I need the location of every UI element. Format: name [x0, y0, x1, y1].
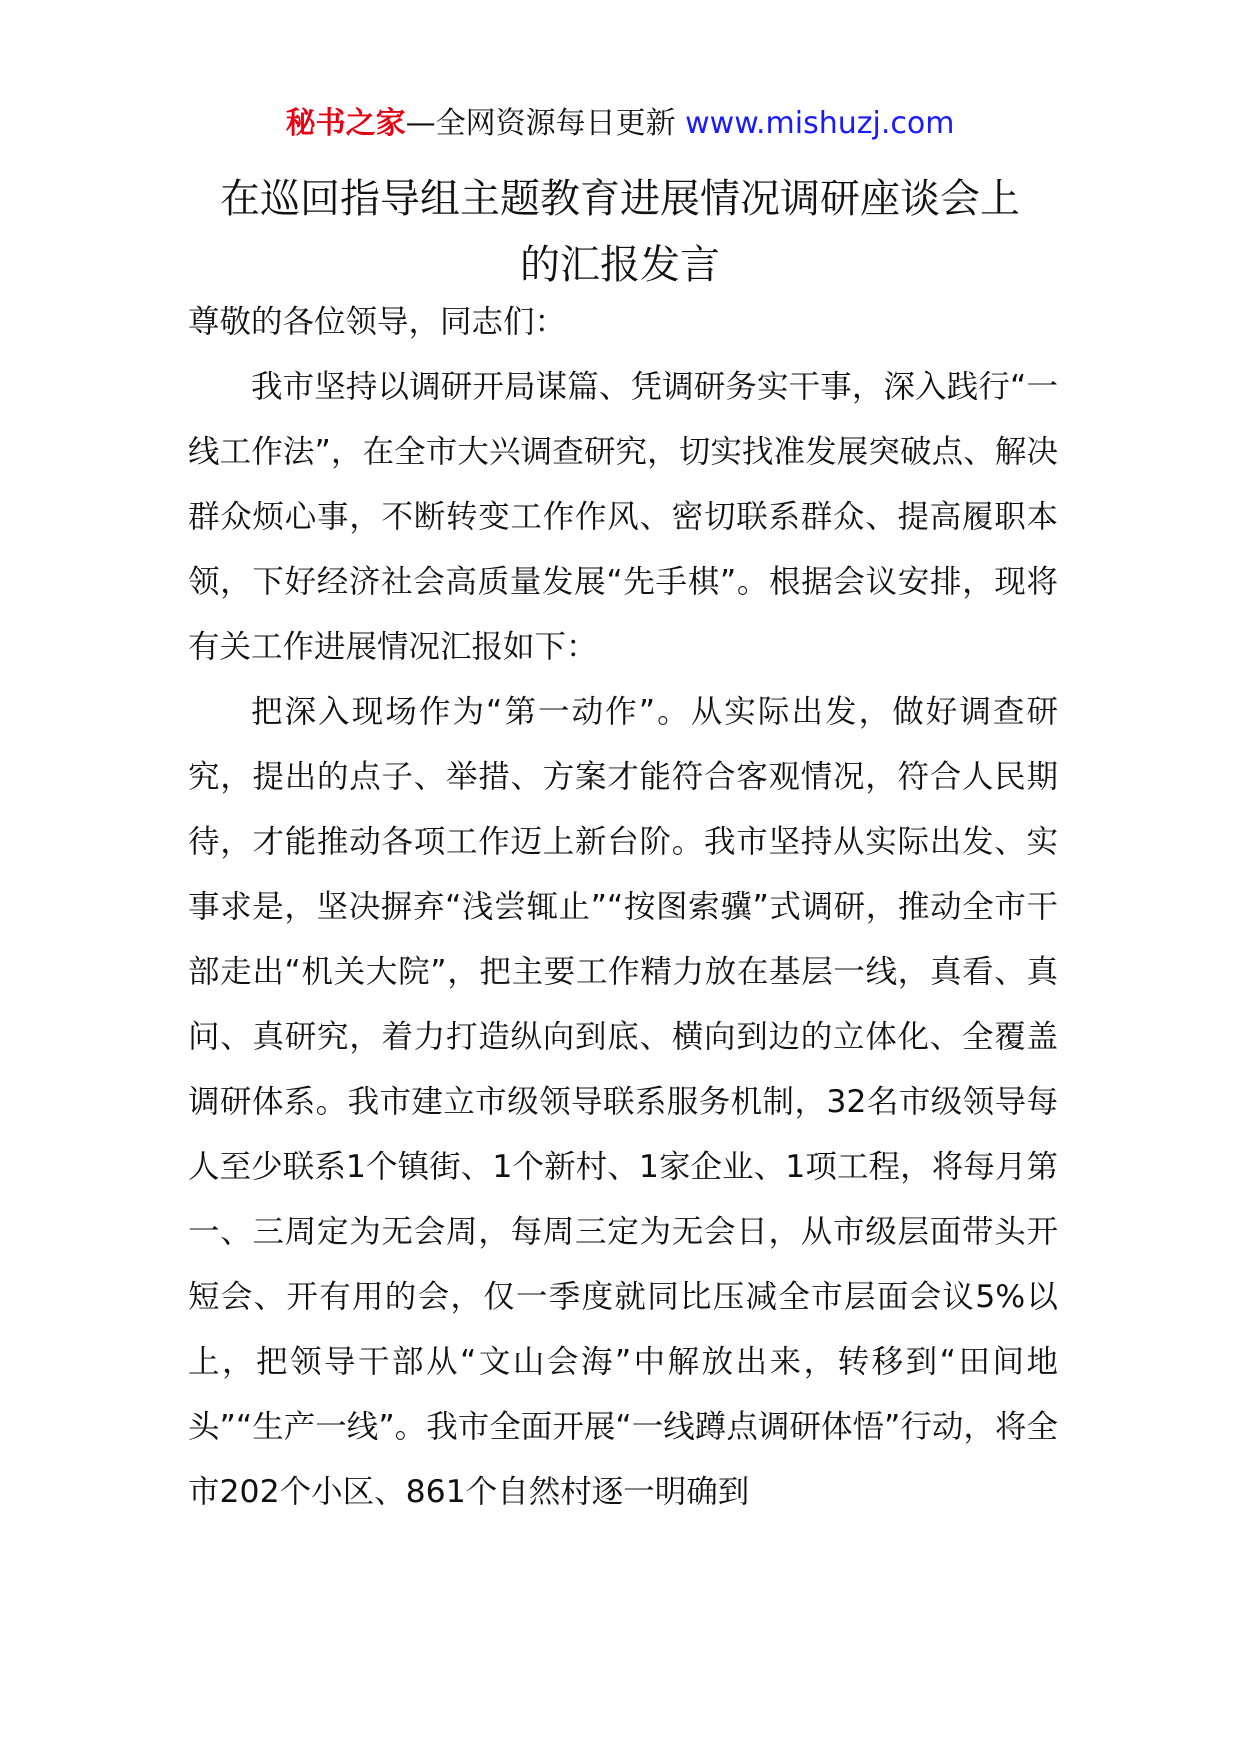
- site-brand: 秘书之家: [285, 106, 406, 141]
- salutation: 尊敬的各位领导，同志们：: [188, 304, 567, 340]
- document-title-line-1: 在巡回指导组主题教育进展情况调研座谈会上: [220, 176, 1020, 222]
- document-title-line-2: 的汇报发言: [520, 242, 720, 288]
- paragraph-field-research: 把深入现场作为“第一动作”。从实际出发，做好调查研究，提出的点子、举措、方案才能符合客观情况，符合人民期待，才能推动各项工作迈上新台阶。我市坚持从实际出发、实事求是，坚决摒弃“浅尝辄止”“按图索骥”式调研，推动全市干部走出“机关大院”，把主要工作精力放在基层一线，真看、真问、真研究，着力打造纵向到底、横向到边的立体化、全覆盖调研体系。我市建立市级领导联系服务机制，32名市级领导每人至少联系1个镇街、1个新村、1家企业、1项工程，将每月第一、三周定为无会周，每周三定为无会日，从市级层面带头开短会、开有用的会，仅一季度就同比压减全市层面会议5%以上，把领导干部从“文山会海”中解放出来，转移到“田间地头”“生产一线”。我市全面开展“一线蹲点调研体悟”行动，将全市202个小区、861个自然村逐一明确到: [188, 694, 1058, 1510]
- paragraph-intro: 我市坚持以调研开局谋篇、凭调研务实干事，深入践行“一线工作法”，在全市大兴调查研究，切实找准发展突破点、解决群众烦心事，不断转变工作作风、密切联系群众、提高履职本领，下好经济社会高质量发展“先手棋”。根据会议安排，现将有关工作进展情况汇报如下：: [188, 369, 1058, 665]
- site-header: [0, 100, 1240, 148]
- document-title: [180, 166, 1060, 298]
- site-url-link[interactable]: www.mishuzj.com: [685, 106, 955, 141]
- document-body: [188, 290, 1058, 1525]
- site-slogan: —全网资源每日更新: [405, 106, 676, 141]
